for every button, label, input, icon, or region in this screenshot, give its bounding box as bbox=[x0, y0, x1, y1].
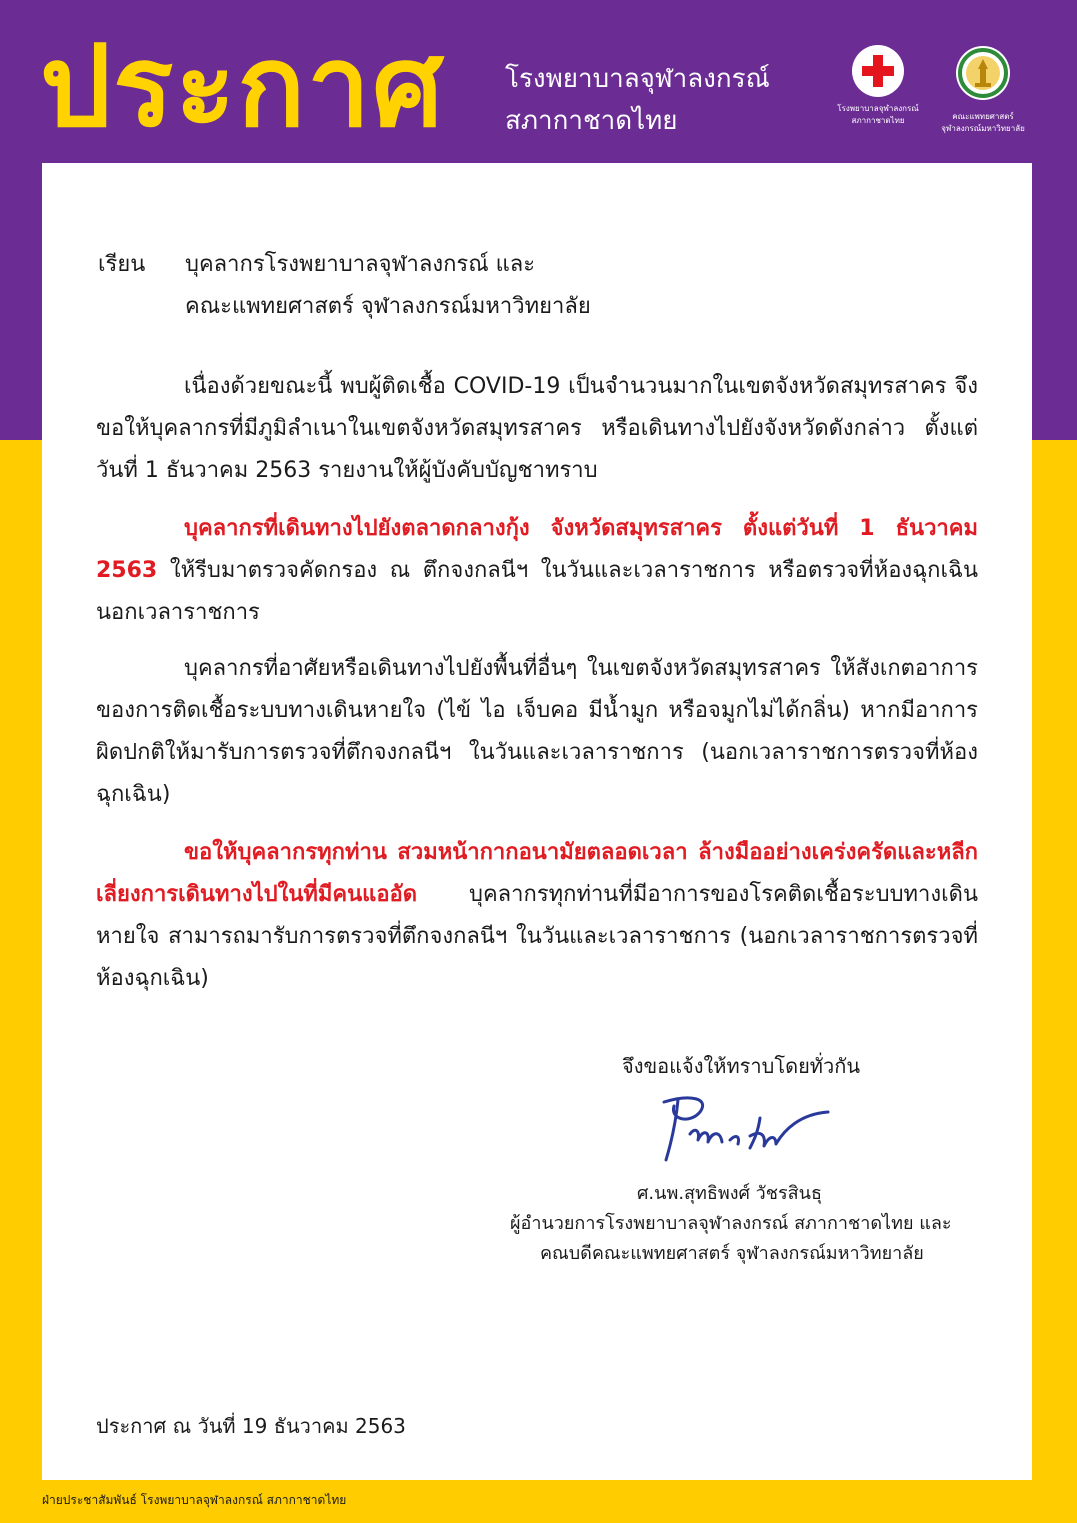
paragraph-2 bbox=[96, 508, 978, 634]
org-name bbox=[505, 58, 770, 142]
paragraph-3: บุคลากรที่อาศัยหรือเดินทางไปยังพื้นที่อื่นๆ ในเขตจังหวัดสมุทรสาคร ให้สังเกตอาการของการติดเชื้อระบบทางเดินหายใจ (ไข้ ไอ เจ็บคอ มีน้ำมูก หรือจมูกไม่ได้กลิ่น) หากมีอาการผิดปกติให้มารับการตรวจที่ตึกจงกลนีฯ ในวันและเวลาราชการ (นอกเวลาราชการตรวจที่ห้องฉุกเฉิน) bbox=[96, 656, 978, 807]
signatory-title-1: ผู้อำนวยการโรงพยาบาลจุฬาลงกรณ์ สภากาชาดไทย และ bbox=[510, 1213, 952, 1234]
paragraph-4-highlight: ขอให้บุคลากรทุกท่าน สวมหน้ากากอนามัยตลอดเวลา ล้างมืออย่างเคร่งครัดและหลีกเลี่ยงการเดินทางไปในที่มีคนแออัด bbox=[96, 840, 978, 907]
salutation-label: เรียน bbox=[98, 252, 146, 277]
salutation-line1: บุคลากรโรงพยาบาลจุฬาลงกรณ์ และ bbox=[185, 252, 536, 277]
org-name-line2: สภากาชาดไทย bbox=[505, 106, 678, 136]
paragraph-2-text: ให้รีบมาตรวจคัดกรอง ณ ตึกจงกลนีฯ ในวันและเวลาราชการ หรือตรวจที่ห้องฉุกเฉินนอกเวลาราชการ bbox=[96, 558, 978, 625]
signatory-title-2: คณบดีคณะแพทยศาสตร์ จุฬาลงกรณ์มหาวิทยาลัย bbox=[540, 1243, 924, 1264]
salutation-line2: คณะแพทยศาสตร์ จุฬาลงกรณ์มหาวิทยาลัย bbox=[185, 294, 591, 319]
paragraph-4 bbox=[96, 832, 978, 1000]
announcement-paper bbox=[42, 163, 1032, 1480]
paragraph-1: เนื่องด้วยขณะนี้ พบผู้ติดเชื้อ COVID-19 เป็นจำนวนมากในเขตจังหวัดสมุทรสาคร จึงขอให้บุคลากรที่มีภูมิลำเนาในเขตจังหวัดสมุทรสาคร หรือเดินทางไปยังจังหวัดดังกล่าว ตั้งแต่วันที่ 1 ธันวาคม 2563 รายงานให้ผู้บังคับบัญชาทราบ bbox=[96, 374, 978, 483]
faculty-logo bbox=[928, 45, 1038, 135]
paragraph-4-text: บุคลากรทุกท่านที่มีอาการของโรคติดเชื้อระบบทางเดินหายใจ สามารถมารับการตรวจที่ตึกจงกลนีฯ ในวันและเวลาราชการ (นอกเวลาราชการตรวจที่ห้องฉุกเฉิน) bbox=[96, 882, 978, 991]
faculty-logo-caption2: จุฬาลงกรณ์มหาวิทยาลัย bbox=[941, 124, 1025, 133]
footer-credit: ฝ่ายประชาสัมพันธ์ โรงพยาบาลจุฬาลงกรณ์ สภากาชาดไทย bbox=[42, 1493, 347, 1507]
faculty-logo-caption1: คณะแพทยศาสตร์ bbox=[952, 112, 1014, 121]
paragraph-2-highlight: บุคลากรที่เดินทางไปยังตลาดกลางกุ้ง จังหวัดสมุทรสาคร ตั้งแต่วันที่ 1 ธันวาคม 2563 bbox=[96, 516, 978, 583]
org-name-line1: โรงพยาบาลจุฬาลงกรณ์ bbox=[505, 64, 770, 94]
hospital-logo-caption2: สภากาชาดไทย bbox=[851, 116, 905, 125]
signature-icon bbox=[650, 1090, 840, 1162]
red-cross-icon bbox=[852, 45, 904, 97]
closing-line: จึงขอแจ้งให้ทราบโดยทั่วกัน bbox=[622, 1054, 860, 1078]
announcement-date: ประกาศ ณ วันที่ 19 ธันวาคม 2563 bbox=[96, 1414, 406, 1438]
hospital-logo bbox=[823, 45, 933, 127]
hospital-logo-caption1: โรงพยาบาลจุฬาลงกรณ์ bbox=[837, 104, 919, 113]
signatory-name: ศ.นพ.สุทธิพงศ์ วัชรสินธุ bbox=[637, 1183, 822, 1204]
faculty-seal-icon bbox=[955, 45, 1011, 101]
announcement-title: ประกาศ bbox=[40, 22, 446, 152]
